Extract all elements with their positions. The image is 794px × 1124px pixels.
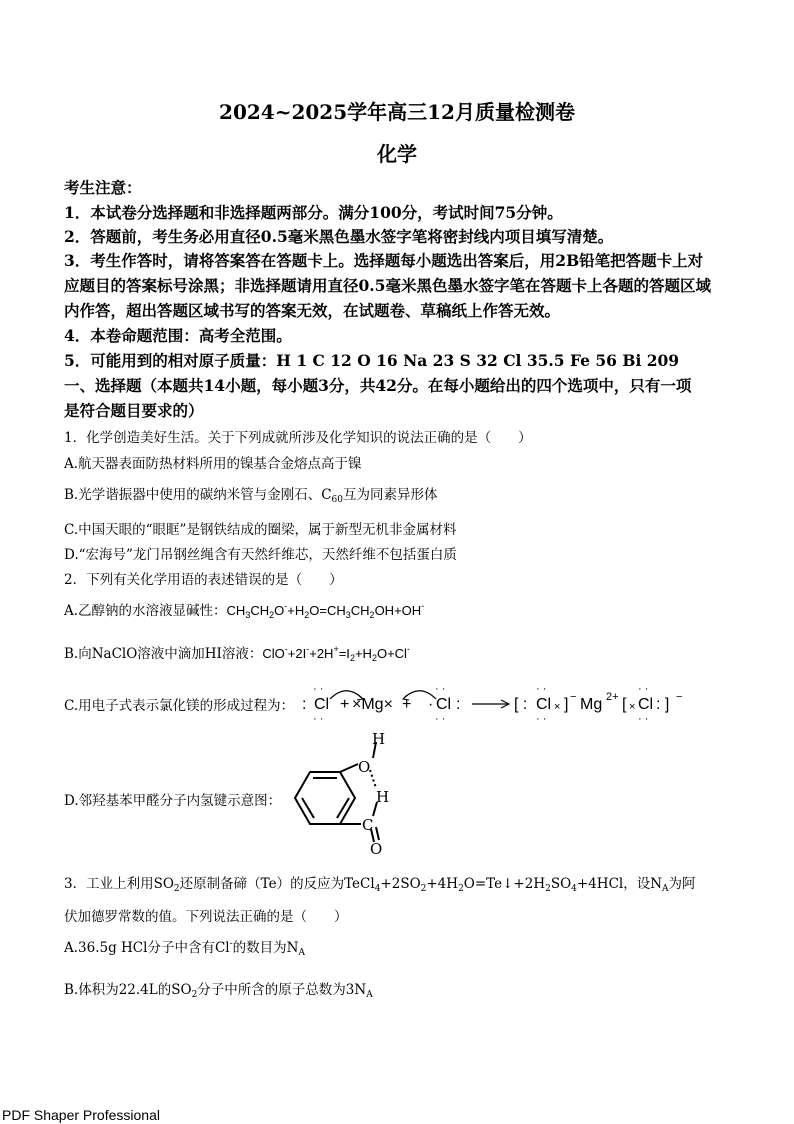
svg-text:Cl: Cl [638,696,654,713]
svg-text:· ·: · · [638,713,649,725]
svg-text::: : [456,696,461,713]
svg-text:[: [ [622,696,627,713]
svg-text:H: H [376,788,390,806]
svg-text:Cl: Cl [536,696,552,713]
svg-text:C: C [362,816,374,834]
q2-option-c-label: C.用电子式表示氯化镁的形成过程为： [64,698,295,714]
svg-text:Cl: Cl [436,696,452,713]
q2-option-b-equation: $ClO^-+2I^-+2H^+=I_2+H_2O+Cl^-$ [262,644,410,663]
svg-text:· ·: · · [313,713,324,725]
svg-text:H: H [372,732,386,748]
q2-option-a-label: A.乙醇钠的水溶液显碱性： [64,603,227,619]
svg-text:×: × [554,701,561,713]
svg-text:Cl: Cl [314,696,330,713]
svg-text:·: · [428,696,434,713]
notice-item-1: 1．本试卷分选择题和非选择题两部分。满分100分，考试时间75分钟。 [64,203,563,222]
svg-text:+: + [402,696,412,713]
svg-text:[ :: [ : [514,696,528,713]
svg-text:· ·: · · [638,683,649,695]
notice-item-4: 4．本卷命题范围：高考全范围。 [64,326,292,345]
q3-option-b: B.体积为22.4L的$SO_2$分子中所含的原子总数为$3N_A$ [64,982,373,1000]
q2-option-b [64,642,410,662]
q2-option-a-equation: $CH_3CH_2O^-+H_2O=CH_3CH_2OH+OH^-$ [226,601,425,620]
q2-stem: 2．下列有关化学用语的表述错误的是（ ） [64,572,343,588]
q2-option-b-label: B.向NaClO溶液中滴加HI溶液： [64,646,263,662]
section-heading-line-2: 是符合题目要求的） [64,401,204,420]
svg-text:· ·: · · [313,683,324,695]
svg-text:· ·: · · [435,713,446,725]
section-heading-line-1: 一、选择题（本题共14小题，每小题3分，共42分。在每小题给出的四个选项中，只有一项 [64,376,692,395]
svg-text:O: O [370,840,383,856]
pdf-watermark: PDF Shaper Professional [2,1107,160,1123]
svg-text:· ·: · · [536,713,547,725]
svg-text:−: − [676,691,683,703]
q3-stem-line-1: 3．工业上利用$SO_2$还原制备碲（Te）的反应为$TeCl_4+2SO_2+4H_2O=Te↓+2H_2SO_4+4HCl$，设$N_A$为阿 [64,876,696,894]
q3-option-a: A.36.5g HCl分子中含有Cl-的数目为$N_A$ [64,939,305,958]
q1-stem: 1．化学创造美好生活。关于下列成就所涉及化学知识的说法正确的是（ ） [64,430,532,446]
salicylaldehyde-structure-diagram [282,732,412,856]
svg-text:· ·: · · [435,683,446,695]
q3-stem-line-2: 伏加德罗常数的值。下列说法正确的是（ ） [64,909,348,925]
q1-option-c: C.中国天眼的“眼眶”是钢铁结成的圈梁，属于新型无机非金属材料 [64,522,457,538]
q1-option-b: B.光学谐振器中使用的碳纳米管与金刚石、$C_{60}$互为同素异形体 [64,487,438,505]
notice-heading: 考生注意： [64,178,142,197]
notice-item-2: 2．答题前，考生务必用直径0.5毫米黑色墨水签字笔将密封线内项目填写清楚。 [64,227,614,246]
mgcl2-electron-dot-diagram [296,678,706,726]
svg-text:]: ] [564,696,569,713]
svg-text:· ·: · · [536,683,547,695]
q1-option-d: D.“宏海号”龙门吊钢丝绳含有天然纤维芯，天然纤维不包括蛋白质 [64,547,457,563]
svg-text:Mg: Mg [580,696,603,713]
svg-text::: : [302,696,307,713]
q2-option-a [64,599,424,619]
notice-item-5: 5．可能用到的相对原子质量：H 1 C 12 O 16 Na 23 S 32 Cl 35.5 Fe 56 Bi 209 [64,351,680,370]
svg-text:−: − [570,691,577,703]
exam-title: 2024~2025学年高三12月质量检测卷 [219,100,575,124]
svg-text:O: O [358,758,371,776]
q1-option-a: A.航天器表面防热材料所用的镍基合金熔点高于镍 [64,456,362,472]
svg-text:×Mg×: ×Mg× [352,696,393,713]
svg-text:+: + [340,696,350,713]
notice-item-3-line-2: 应题目的答案标号涂黑；非选择题请用直径0.5毫米黑色墨水签字笔在答题卡上各题的答题区域 [64,276,711,295]
notice-item-3-line-3: 内作答，超出答题区域书写的答案无效，在试题卷、草稿纸上作答无效。 [64,301,561,320]
svg-text:: ]: : ] [656,696,670,713]
q2-option-d-label: D.邻羟基苯甲醛分子内氢键示意图： [64,793,282,809]
svg-text:×: × [629,701,636,713]
subject-title: 化学 [377,142,417,166]
svg-text:2+: 2+ [606,691,619,703]
notice-item-3-line-1: 3．考生作答时，请将答案答在答题卡上。选择题每小题选出答案后，用2B铅笔把答题卡上对 [64,251,704,270]
